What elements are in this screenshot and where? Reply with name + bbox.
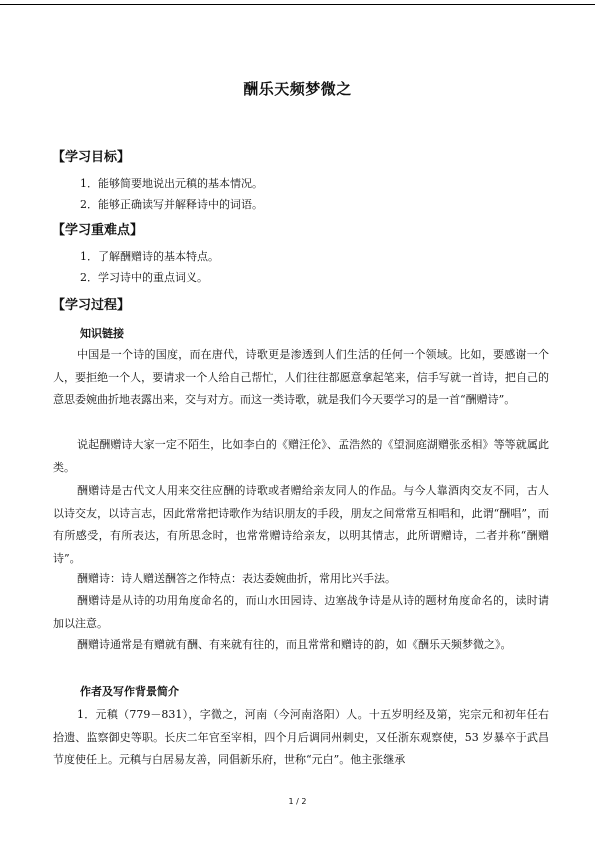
key-point-item-2: 2．学习诗中的重点词义。 [80,271,208,284]
objective-item-1: 1．能够简要地说出元稹的基本情况。 [80,177,263,190]
key-point-item-1: 1．了解酬赠诗的基本特点。 [80,250,219,263]
paragraph-features: 酬赠诗：诗人赠送酬答之作特点：表达委婉曲折，常用比兴手法。 [77,572,396,585]
paragraph-rhyme: 酬赠诗通常是有赠就有酬、有来就有往的，而且常常和赠诗的韵，如《酬乐天频梦微之》。 [77,638,512,651]
section-heading-key-points: 【学习重难点】 [52,223,144,238]
paragraph-naming: 酬赠诗是从诗的功用角度命名的，而山水田园诗、边塞战争诗是从诗的题材角度命名的，读时请加以注意。 [53,594,549,630]
header-rule [0,4,595,5]
paragraph-intro: 中国是一个诗的国度，而在唐代，诗歌更是渗透到人们生活的任何一个领域。比如，要感谢一个人，要拒绝一个人，要请求一个人给自己帮忙，人们往往都愿意拿起笔来，信手写就一首诗，把自己的意思委婉曲折地表露出来，交与对方。而这一类诗歌，就是我们今天要学习的是一首“酬赠诗”。 [53,348,549,406]
paragraph-definition: 酬赠诗是古代文人用来交往应酬的诗歌或者赠给亲友同人的作品。与今人靠酒肉交友不同，古人以诗交友，以诗言志，因此常常把诗歌作为结识朋友的手段，朋友之间常常互相唱和，此谓“酬唱”，而有所感受，有所表达，有所思念时，也常常赠诗给亲友，以明其情志，此所谓赠诗，二者并称“酬赠诗”。 [53,484,549,565]
knowledge-link-heading: 知识链接 [80,327,124,340]
section-heading-process: 【学习过程】 [52,298,131,313]
author-background-heading: 作者及写作背景简介 [80,685,179,698]
page-number: 1 / 2 [288,797,307,806]
paragraph-examples: 说起酬赠诗大家一定不陌生，比如李白的《赠汪伦》、孟浩然的《望洞庭湖赠张丞相》等等就属此类。 [53,438,549,474]
section-heading-objectives: 【学习目标】 [52,150,131,165]
objective-item-2: 2．能够正确读写并解释诗中的词语。 [80,198,263,211]
paragraph-author-bio: 1．元稹（779－831），字微之，河南（今河南洛阳）人。十五岁明经及第，宪宗元和初年任右拾遗、监察御史等职。长庆二年官至宰相，四个月后调同州刺史，又任浙东观察使，53 岁暴卒于武昌节度使任上。元稹与白居易友善，同倡新乐府，世称“元白”。他主张继承 [53,708,549,766]
page-title: 酬乐天频梦微之 [243,80,352,98]
